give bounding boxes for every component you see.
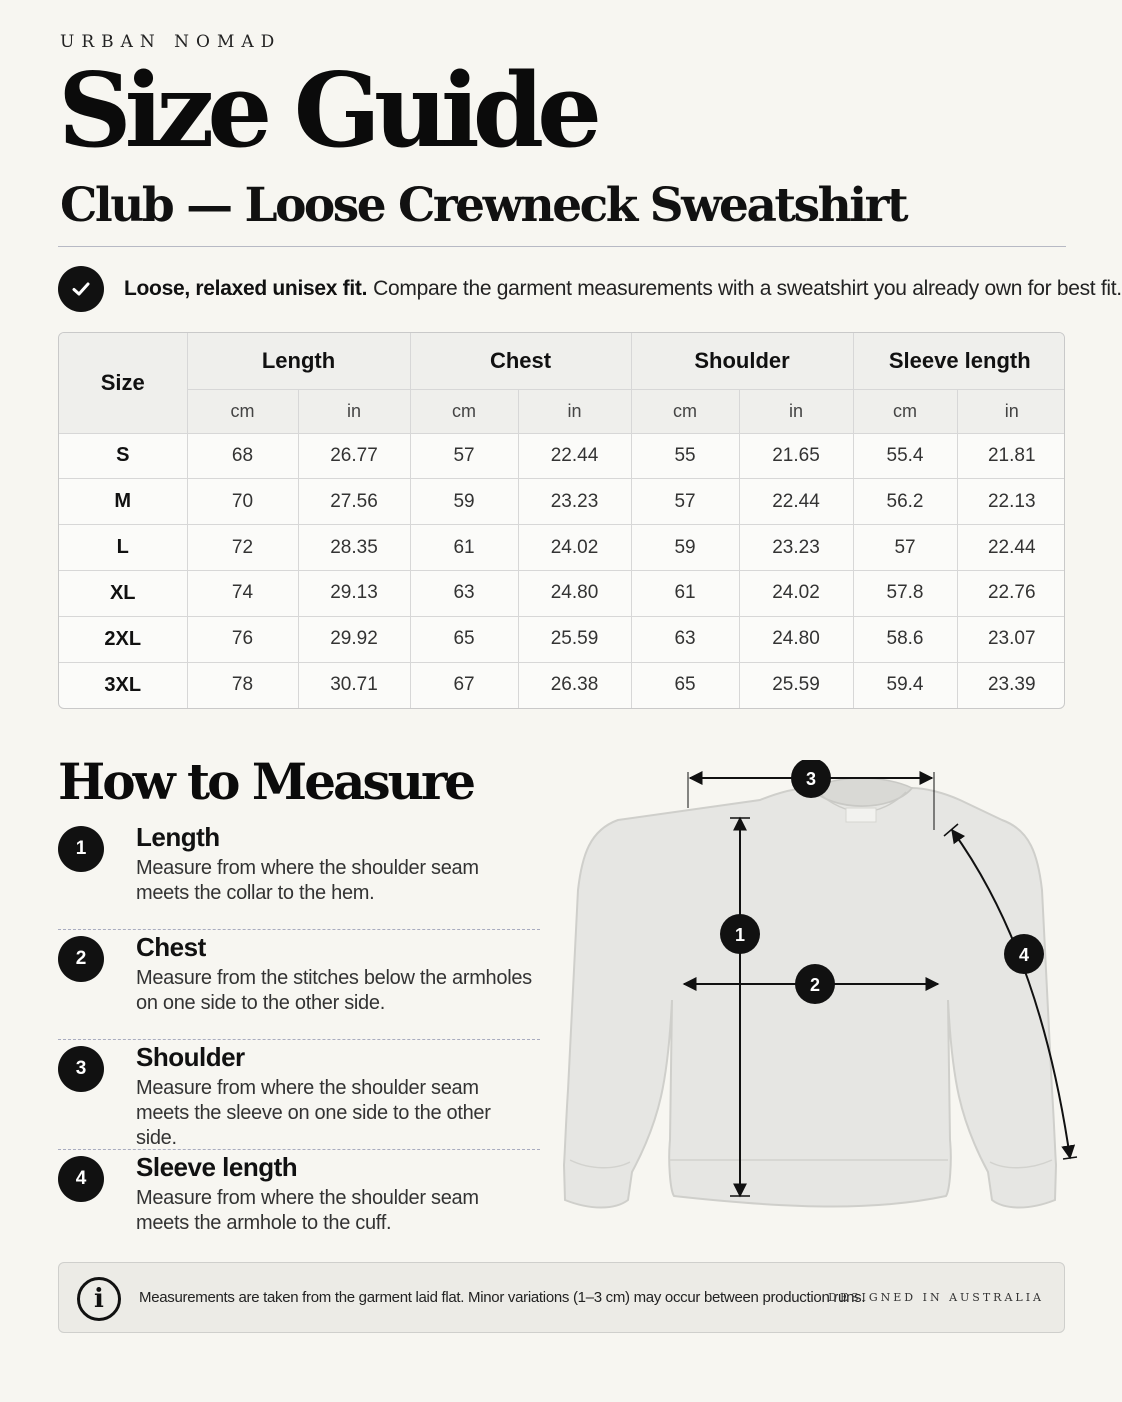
footer-note-text: Measurements are taken from the garment laid flat. Minor variations (1–3 cm) may occur between production runs. [139,1289,866,1306]
table-cell: 59 [631,525,739,571]
table-cell: 57 [410,433,518,479]
table-cell: 76 [187,616,298,662]
info-icon: i [77,1277,121,1321]
fit-note-detail: Compare the garment measurements with a sweatshirt you already own for best fit. [373,277,1122,300]
table-cell: 23.07 [957,616,1065,662]
table-cell: 29.92 [298,616,410,662]
table-cell: 22.44 [739,479,853,525]
step-title: Sleeve length [136,1152,298,1182]
step-description: Measure from where the shoulder seam meets the sleeve on one side to the other side. [136,1077,491,1149]
footer-note [58,1262,1065,1333]
table-cell: 63 [631,616,739,662]
table-cell: 55 [631,433,739,479]
table-cell: 70 [187,479,298,525]
size-column-header: Size [59,333,187,433]
size-label: 2XL [59,616,187,662]
unit-header: cm [187,389,298,433]
table-cell: 28.35 [298,525,410,571]
unit-header: in [957,389,1065,433]
step-description: Measure from where the shoulder seam meets the armhole to the cuff. [136,1187,479,1234]
step-title: Chest [136,932,206,962]
table-row [59,433,1065,479]
table-row [59,479,1065,525]
table-cell: 29.13 [298,570,410,616]
size-label: L [59,525,187,571]
table-cell: 25.59 [518,616,631,662]
table-cell: 57.8 [853,570,957,616]
table-cell: 22.13 [957,479,1065,525]
group-header-sleeve: Sleeve length [853,333,1065,389]
table-cell: 65 [631,662,739,708]
table-cell: 61 [410,525,518,571]
table-row [59,525,1065,571]
table-cell: 24.80 [518,570,631,616]
size-label: XL [59,570,187,616]
unit-header: in [739,389,853,433]
marker-4 [1004,934,1044,974]
step-title: Shoulder [136,1042,245,1072]
table-cell: 24.02 [739,570,853,616]
step-number-badge: 1 [58,826,104,872]
table-cell: 72 [187,525,298,571]
fit-note-text [124,277,1122,301]
group-header-shoulder: Shoulder [631,333,853,389]
table-cell: 56.2 [853,479,957,525]
table-cell: 61 [631,570,739,616]
size-table-body [59,433,1065,708]
unit-header: cm [853,389,957,433]
step-description: Measure from the stitches below the armholes on one side to the other side. [136,967,532,1014]
table-cell: 30.71 [298,662,410,708]
fit-note-bold: Loose, relaxed unisex fit. [124,277,368,300]
step-number-badge: 4 [58,1156,104,1202]
unit-header: cm [631,389,739,433]
brand-name: URBAN NOMAD [60,32,282,52]
header-divider [58,246,1066,247]
table-cell: 63 [410,570,518,616]
table-cell: 74 [187,570,298,616]
measure-step [58,1040,540,1150]
fit-note [58,266,1122,312]
marker-1-label: 1 [734,925,746,945]
measure-steps [58,820,540,1260]
group-header-length: Length [187,333,410,389]
measure-step [58,930,540,1040]
measure-step [58,1150,540,1260]
how-to-measure-title: How to Measure [58,752,474,811]
marker-2-label: 2 [809,975,821,995]
table-cell: 59 [410,479,518,525]
step-number-badge: 2 [58,936,104,982]
table-cell: 26.38 [518,662,631,708]
table-row [59,662,1065,708]
table-cell: 67 [410,662,518,708]
table-cell: 58.6 [853,616,957,662]
table-cell: 55.4 [853,433,957,479]
unit-header: in [298,389,410,433]
table-row [59,570,1065,616]
table-cell: 25.59 [739,662,853,708]
step-title: Length [136,822,220,852]
unit-header: in [518,389,631,433]
table-cell: 21.65 [739,433,853,479]
table-cell: 24.80 [739,616,853,662]
measure-step [58,820,540,930]
size-label: 3XL [59,662,187,708]
table-cell: 23.39 [987,674,1036,696]
step-number-badge: 3 [58,1046,104,1092]
sweatshirt-diagram [560,760,1080,1220]
size-label: M [59,479,187,525]
table-cell: 22.44 [957,525,1065,571]
size-label: S [59,433,187,479]
table-cell: 21.81 [957,433,1065,479]
table-cell: 22.76 [957,570,1065,616]
table-cell: 68 [187,433,298,479]
table-cell: 24.02 [518,525,631,571]
size-table [58,332,1065,709]
table-cell: 57 [853,525,957,571]
table-cell: 78 [187,662,298,708]
table-cell: 23.23 [739,525,853,571]
marker-2 [795,964,835,1004]
step-description: Measure from where the shoulder seam meets the collar to the hem. [136,857,479,904]
table-row [59,616,1065,662]
group-header-chest: Chest [410,333,631,389]
marker-3-label: 3 [805,769,817,789]
designed-in-label: DESIGNED IN AUSTRALIA [828,1291,1044,1304]
marker-1 [720,914,760,954]
table-cell: 23.23 [518,479,631,525]
table-cell: 59.4 [853,662,957,708]
table-cell: 27.56 [298,479,410,525]
marker-4-label: 4 [1018,945,1030,965]
table-cell: 26.77 [298,433,410,479]
table-cell: 57 [631,479,739,525]
product-subtitle: Club — Loose Crewneck Sweatshirt [60,178,907,233]
table-cell: 22.44 [518,433,631,479]
table-cell: 65 [410,616,518,662]
page-title: Size Guide [58,51,595,171]
sweatshirt-illustration [560,760,1080,1220]
unit-header: cm [410,389,518,433]
check-icon [58,266,104,312]
